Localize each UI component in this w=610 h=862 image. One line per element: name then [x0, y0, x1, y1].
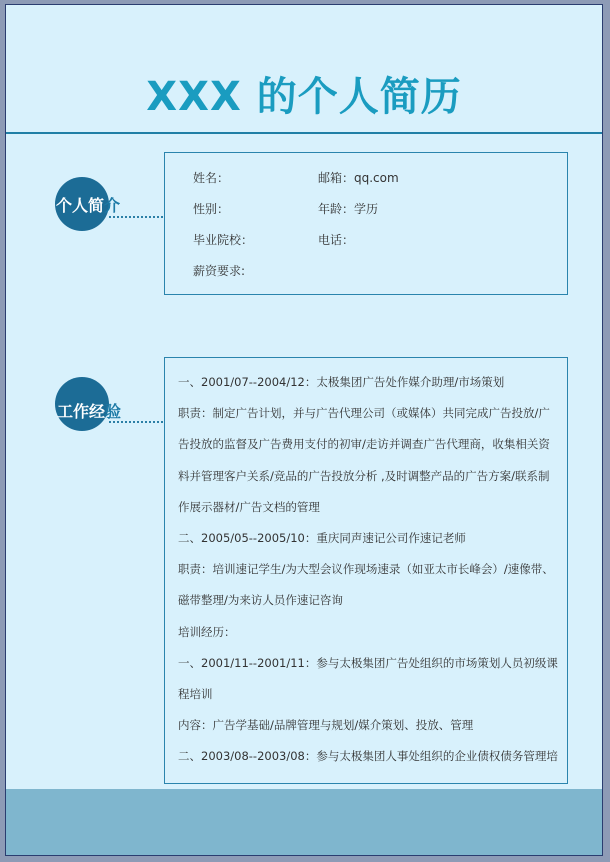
work-line: 作展示器材/广告文档的管理 [178, 499, 320, 514]
work-experience-text [178, 367, 570, 773]
profile-box [164, 152, 568, 295]
work-line: 一、2001/07--2004/12：太极集团广告处作媒介助理/市场策划 [178, 375, 505, 389]
work-line: 料并管理客户关系/竞品的广告投放分析 ,及时调整产品的广告方案/联系制 [178, 468, 550, 483]
work-line: 告投放的监督及广告费用支付的初审/走访并调查广告代理商，收集相关资 [178, 437, 550, 452]
work-section-title-tail: 验 [105, 402, 122, 421]
work-section-title [57, 399, 121, 422]
work-line: 内容：广告学基础/品牌管理与规划/媒介策划、投放、管理 [178, 718, 474, 733]
gender-field: 性别： [193, 202, 230, 216]
work-line: 职责：培训速记学生/为大型会议作现场速录（如亚太市长峰会）/速像带、 [178, 562, 554, 577]
work-section-title-main: 工作经 [57, 402, 106, 421]
profile-section-title-tail: 介 [104, 196, 121, 215]
work-connector [109, 421, 163, 423]
profile-connector [109, 216, 163, 218]
work-line: 职责：制定广告计划，并与广告代理公司（或媒体）共同完成广告投放/广 [178, 406, 550, 421]
profile-section-title [56, 193, 120, 216]
salary-field: 薪资要求: [193, 264, 246, 278]
email-field: 邮箱：qq.com [318, 171, 399, 185]
footer-band [6, 789, 602, 855]
title-divider [6, 132, 602, 134]
resume-page [5, 4, 603, 856]
profile-section-title-main: 个人简 [56, 196, 105, 215]
page-title: XXX 的个人简历 [146, 74, 462, 120]
work-line: 一、2001/11--2001/11：参与太极集团广告处组织的市场策划人员初级课 [178, 655, 558, 670]
phone-field: 电话： [318, 233, 355, 247]
school-field: 毕业院校： [193, 233, 254, 247]
work-line: 二、2003/08--2003/08：参与太极集团人事处组织的企业债权债务管理培 [178, 749, 558, 764]
work-line: 培训经历： [178, 624, 236, 639]
age-field: 年龄：学历 [318, 202, 379, 216]
work-line: 磁带整理/为来访人员作速记咨询 [178, 593, 343, 608]
name-field: 姓名： [193, 171, 230, 185]
work-line: 程培训 [178, 687, 213, 702]
work-line: 二、2005/05--2005/10：重庆同声速记公司作速记老师 [178, 531, 466, 546]
